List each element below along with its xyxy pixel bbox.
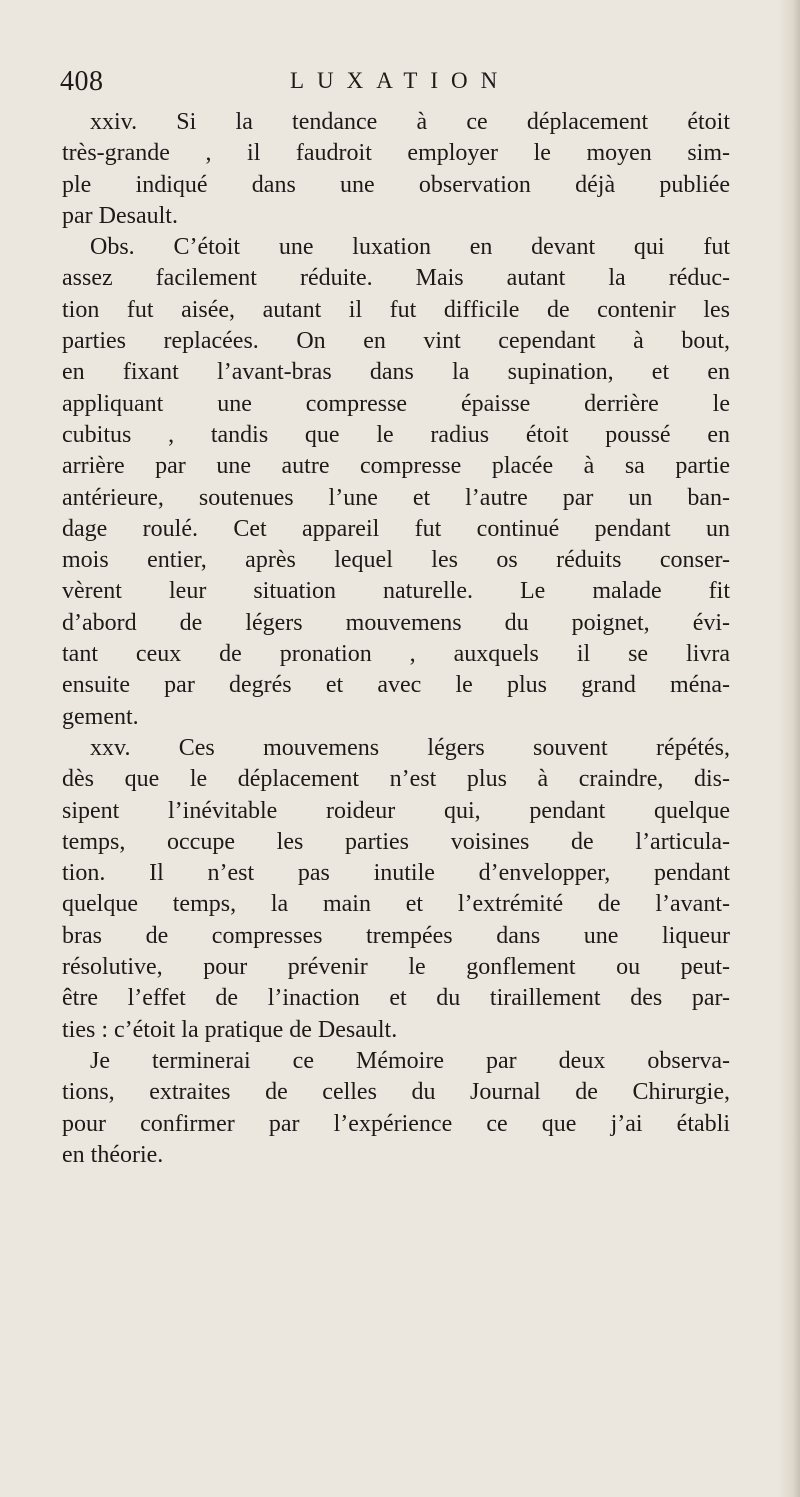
text-line: bras de compresses trempées dans une liqueur [62, 922, 730, 949]
text-line: mois entier, après lequel les os réduits conser- [62, 547, 730, 574]
text-line: ties : c’étoit la pratique de Desault. [62, 1016, 398, 1043]
text-line: temps, occupe les parties voisines de l’articula- [62, 828, 730, 855]
text-line: xxv. Ces mouvemens légers souvent répétés, [90, 734, 730, 761]
text-line: en théorie. [62, 1141, 164, 1168]
running-title: LUXATION [290, 68, 511, 93]
text-line: parties replacées. On en vint cependant à bout, [62, 328, 730, 355]
text-line: pour confirmer par l’expérience ce que j’ai établi [62, 1110, 730, 1137]
text-line: arrière par une autre compresse placée à sa partie [62, 453, 730, 480]
text-line: tant ceux de pronation , auxquels il se livra [62, 641, 730, 668]
text-line: ensuite par degrés et avec le plus grand ména- [62, 672, 730, 699]
text-line: tion. Il n’est pas inutile d’envelopper, pendant [62, 860, 730, 887]
text-line: assez facilement réduite. Mais autant la réduc- [62, 265, 730, 292]
text-line: dès que le déplacement n’est plus à craindre, dis- [62, 766, 730, 793]
text-line: appliquant une compresse épaisse derrière le [62, 390, 730, 417]
text-line: résolutive, pour prévenir le gonflement ou peut- [62, 954, 730, 981]
text-line: sipent l’inévitable roideur qui, pendant quelque [62, 797, 730, 824]
text-line: tions, extraites de celles du Journal de Chirurgie, [62, 1079, 730, 1106]
text-line: d’abord de légers mouvemens du poignet, évi- [62, 609, 730, 636]
text-line: ple indiqué dans une observation déjà publiée [62, 171, 730, 198]
page-edge-shadow [778, 0, 800, 1497]
text-line: Je terminerai ce Mémoire par deux observa- [90, 1047, 730, 1074]
text-line: quelque temps, la main et l’extrémité de l’avant- [62, 891, 730, 918]
text-line: vèrent leur situation naturelle. Le malade fit [62, 578, 730, 605]
page-number: 408 [60, 66, 104, 97]
text-line: tion fut aisée, autant il fut difficile de contenir les [62, 296, 730, 323]
text-line: antérieure, soutenues l’une et l’autre par un ban- [62, 484, 730, 511]
text-line: Obs. C’étoit une luxation en devant qui fut [90, 234, 730, 261]
text-line: cubitus , tandis que le radius étoit poussé en [62, 421, 730, 448]
text-line: dage roulé. Cet appareil fut continué pendant un [62, 515, 730, 542]
body-text [62, 107, 730, 1171]
page-header [60, 66, 720, 110]
text-line: être l’effet de l’inaction et du tiraillement des par- [62, 985, 730, 1012]
text-line: xxiv. Si la tendance à ce déplacement étoit [90, 109, 730, 135]
text-line: gement. [62, 703, 139, 730]
text-line: par Desault. [62, 202, 178, 229]
text-line: en fixant l’avant-bras dans la supination, et en [62, 359, 730, 386]
text-line: très-grande , il faudroit employer le moyen sim- [62, 140, 730, 167]
